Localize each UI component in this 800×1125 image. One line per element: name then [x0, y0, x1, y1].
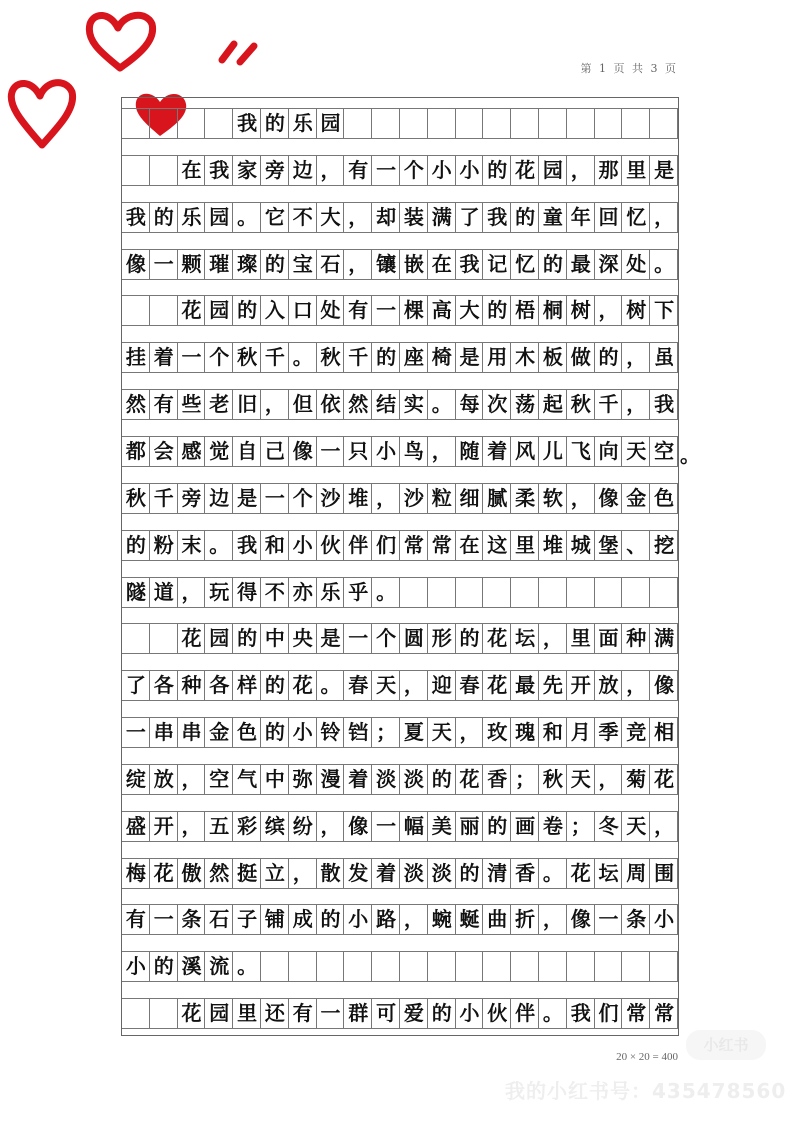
row-text: 一串串金色的小铃铛；夏天，玫瑰和月季竞相	[125, 720, 682, 745]
row-text: 花园的入口处有一棵高大的梧桐树，树下	[181, 298, 682, 323]
grid-cell	[595, 952, 623, 981]
grid-cell	[622, 109, 650, 138]
row-text: 隧道，玩得不亦乐乎。	[125, 579, 404, 604]
composition-grid	[121, 97, 682, 1036]
grid-row	[122, 717, 682, 748]
grid-cell	[539, 578, 567, 607]
grid-row	[122, 342, 682, 373]
grid-row	[122, 623, 682, 654]
grid-row	[122, 389, 682, 420]
grid-cell	[344, 109, 372, 138]
grid-row	[122, 764, 682, 795]
grid-row	[122, 155, 682, 186]
grid-cell	[400, 578, 428, 607]
overflow-punctuation: 。	[680, 442, 700, 467]
row-text: 小的溪流。	[125, 954, 265, 979]
grid-row	[122, 108, 678, 139]
grid-cell	[622, 578, 650, 607]
grid-cell	[344, 952, 372, 981]
heart-outline-icon	[11, 83, 72, 145]
row-text: 都会感觉自己像一只小鸟，随着风儿飞向天空	[125, 438, 682, 463]
row-text: 的粉末。我和小伙伴们常常在这里堆城堡、挖	[125, 532, 682, 557]
row-text: 然有些老旧，但依然结实。每次荡起秋千，我	[125, 392, 682, 417]
grid-cell	[261, 952, 289, 981]
grid-cell	[539, 952, 567, 981]
row-text: 花园的中央是一个圆形的花坛，里面种满	[181, 626, 682, 651]
row-text: 有一条石子铺成的小路，蜿蜒曲折，像一条小	[125, 907, 682, 932]
grid-row	[122, 858, 682, 889]
row-text: 在我家旁边，有一个小小的花园，那里是	[181, 157, 682, 182]
grid-cell	[511, 109, 539, 138]
row-text: 我的乐园。它不大，却装满了我的童年回忆，	[125, 204, 682, 229]
grid-cell	[456, 578, 484, 607]
grid-row	[122, 577, 678, 608]
grid-cell	[483, 952, 511, 981]
row-text: 了各种各样的花。春天，迎春花最先开放，像	[125, 673, 682, 698]
watermark-logo: 小红书	[686, 1030, 766, 1060]
grid-cell	[372, 952, 400, 981]
grid-row	[122, 483, 682, 514]
grid-cell	[483, 578, 511, 607]
grid-row	[122, 436, 682, 467]
grid-cell	[511, 578, 539, 607]
heart-outline-icon	[89, 15, 152, 68]
row-text: 挂着一个秋千。秋千的座椅是用木板做的，虽	[125, 345, 682, 370]
grid-cell	[372, 109, 400, 138]
grid-row	[122, 811, 682, 842]
grid-row	[122, 530, 682, 561]
stroke-marks-icon	[222, 44, 254, 62]
grid-cell	[567, 109, 595, 138]
grid-cell	[483, 109, 511, 138]
grid-count: 20 × 20 = 400	[616, 1051, 678, 1063]
grid-cell	[622, 952, 650, 981]
grid-cell	[595, 109, 623, 138]
grid-cell	[400, 109, 428, 138]
grid-cell	[650, 109, 678, 138]
grid-cell	[595, 578, 623, 607]
grid-cell	[567, 952, 595, 981]
grid-cell	[317, 952, 345, 981]
grid-cell	[289, 952, 317, 981]
row-text: 像一颗璀璨的宝石，镶嵌在我记忆的最深处。	[125, 251, 682, 276]
row-text: 我的乐园	[237, 111, 349, 135]
page-number: 第 1 页 共 3 页	[580, 62, 678, 75]
row-text: 绽放，空气中弥漫着淡淡的花香；秋天，菊花	[125, 766, 682, 791]
row-text: 秋千旁边是一个沙堆，沙粒细腻柔软，像金色	[125, 485, 682, 510]
grid-cell	[456, 952, 484, 981]
grid-row	[122, 202, 682, 233]
grid-row	[122, 998, 682, 1029]
row-text: 花园里还有一群可爱的小伙伴。我们常常	[181, 1001, 682, 1026]
grid-cell	[650, 578, 678, 607]
grid-row	[122, 249, 682, 280]
grid-cell	[428, 109, 456, 138]
grid-cell	[539, 109, 567, 138]
grid-row	[122, 904, 682, 935]
grid-cell	[456, 109, 484, 138]
grid-cell	[428, 952, 456, 981]
grid-cell	[567, 578, 595, 607]
row-text: 盛开，五彩缤纷，像一幅美丽的画卷；冬天，	[125, 813, 682, 838]
grid-cell	[428, 578, 456, 607]
grid-cell	[511, 952, 539, 981]
grid-row	[122, 670, 682, 701]
watermark-text: 我的小红书号：435478560	[505, 1079, 787, 1103]
grid-cell	[400, 952, 428, 981]
row-text: 梅花傲然挺立，散发着淡淡的清香。花坛周围	[125, 860, 682, 885]
grid-row	[122, 951, 678, 982]
grid-row	[122, 295, 682, 326]
grid-cell	[650, 952, 678, 981]
